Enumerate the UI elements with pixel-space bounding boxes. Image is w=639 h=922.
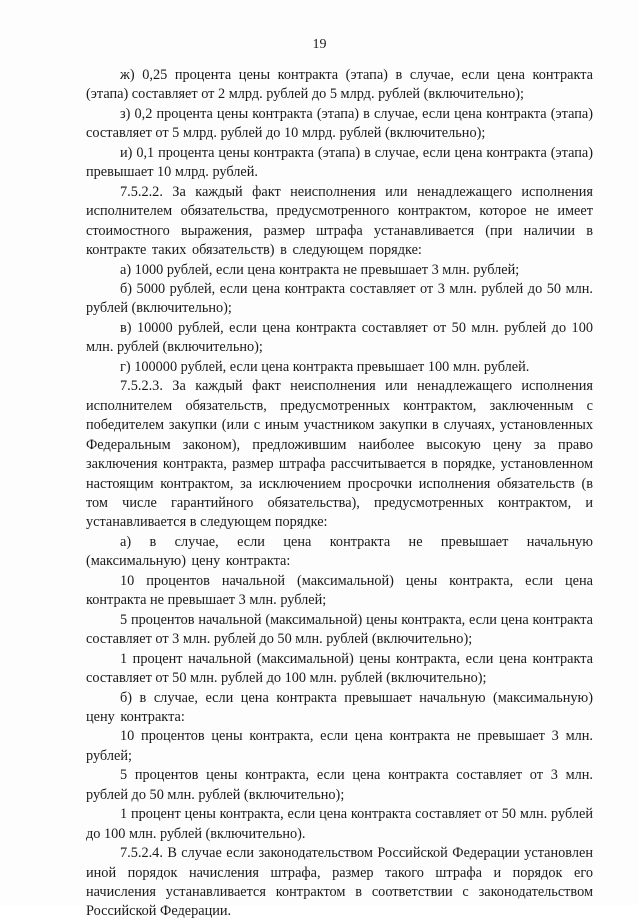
clause-i: и) 0,1 процента цены контракта (этапа) в случае, если цена контракта (этапа) превышает 10 млрд. рублей. (86, 144, 593, 181)
clause-b-fixed-fine: б) 5000 рублей, если цена контракта составляет от 3 млн. рублей до 50 млн. рублей (включительно); (86, 280, 593, 317)
rate-1-percent-initial: 1 процент начальной (максимальной) цены контракта, если цена контракта составляет от 50 млн. рублей до 100 млн. рублей (включительно); (86, 650, 593, 687)
clause-g-fixed-fine: г) 100000 рублей, если цена контракта превышает 100 млн. рублей. (120, 358, 530, 375)
rate-10-percent-contract: 10 процентов цены контракта, если цена контракта не превышает 3 млн. рублей; (86, 728, 593, 764)
section-7-5-2-4: 7.5.2.4. В случае если законодательством Российской Федерации установлен иной порядок начисления штрафа, размер такого штрафа и порядок его начисления устанавливается контрактом в соответствии с законодательством Российской Федерации. (86, 845, 593, 920)
rate-1-percent-contract: 1 процент цены контракта, если цена контракта составляет от 50 млн. рублей до 100 млн. рублей (включительно). (86, 806, 593, 842)
page-number: 19 (312, 37, 327, 52)
rate-10-percent-initial: 10 процентов начальной (максимальной) цены контракта, если цена контракта не превышает 3 млн. рублей; (86, 572, 593, 609)
clause-zh: ж) 0,25 процента цены контракта (этапа) в случае, если цена контракта (этапа) составляет от 2 млрд. рублей до 5 млрд. рублей (включительно); (86, 67, 593, 103)
rate-5-percent-contract: 5 процентов цены контракта, если цена контракта составляет от 3 млн. рублей до 50 млн. рублей (включительно); (86, 767, 593, 803)
clause-a-fixed-fine: а) 1000 рублей, если цена контракта не превышает 3 млн. рублей; (120, 261, 520, 278)
clause-a-price-not-exceeding: а) в случае, если цена контракта не превышает начальную (максимальную) цену контракта: (86, 533, 593, 570)
clause-b-price-exceeding: б) в случае, если цена контракта превышает начальную (максимальную) цену контракта: (86, 689, 593, 725)
clause-z: з) 0,2 процента цены контракта (этапа) в случае, если цена контракта (этапа) составляет от 5 млрд. рублей до 10 млрд. рублей (включительно); (86, 105, 593, 142)
section-7-5-2-2: 7.5.2.2. За каждый факт неисполнения или ненадлежащего исполнения исполнителем обязательства, предусмотренного контрактом, которое не имеет стоимостного выражения, размер штрафа устанавливается (при наличии в контракте таких обязательств) в следующем порядке: (86, 183, 593, 259)
rate-5-percent-initial: 5 процентов начальной (максимальной) цены контракта, если цена контракта составляет от 3 млн. рублей до 50 млн. рублей (включительно); (86, 611, 593, 648)
section-7-5-2-3: 7.5.2.3. За каждый факт неисполнения или ненадлежащего исполнения исполнителем обязательств, предусмотренных контрактом, заключенным с победителем закупки (или с иным участником закупки в случаях, установленных Федеральным законом), предложившим наиболее высокую цену за право заключения контракта, размер штрафа рассчитывается в порядке, установленном настоящим контрактом, за исключением просрочки исполнения обязательств (в том числе гарантийного обязательства), предусмотренных контрактом, и устанавливается в следующем порядке: (86, 378, 593, 531)
document-body (86, 66, 593, 922)
clause-v-fixed-fine: в) 10000 рублей, если цена контракта составляет от 50 млн. рублей до 100 млн. рублей (включительно); (86, 319, 593, 356)
